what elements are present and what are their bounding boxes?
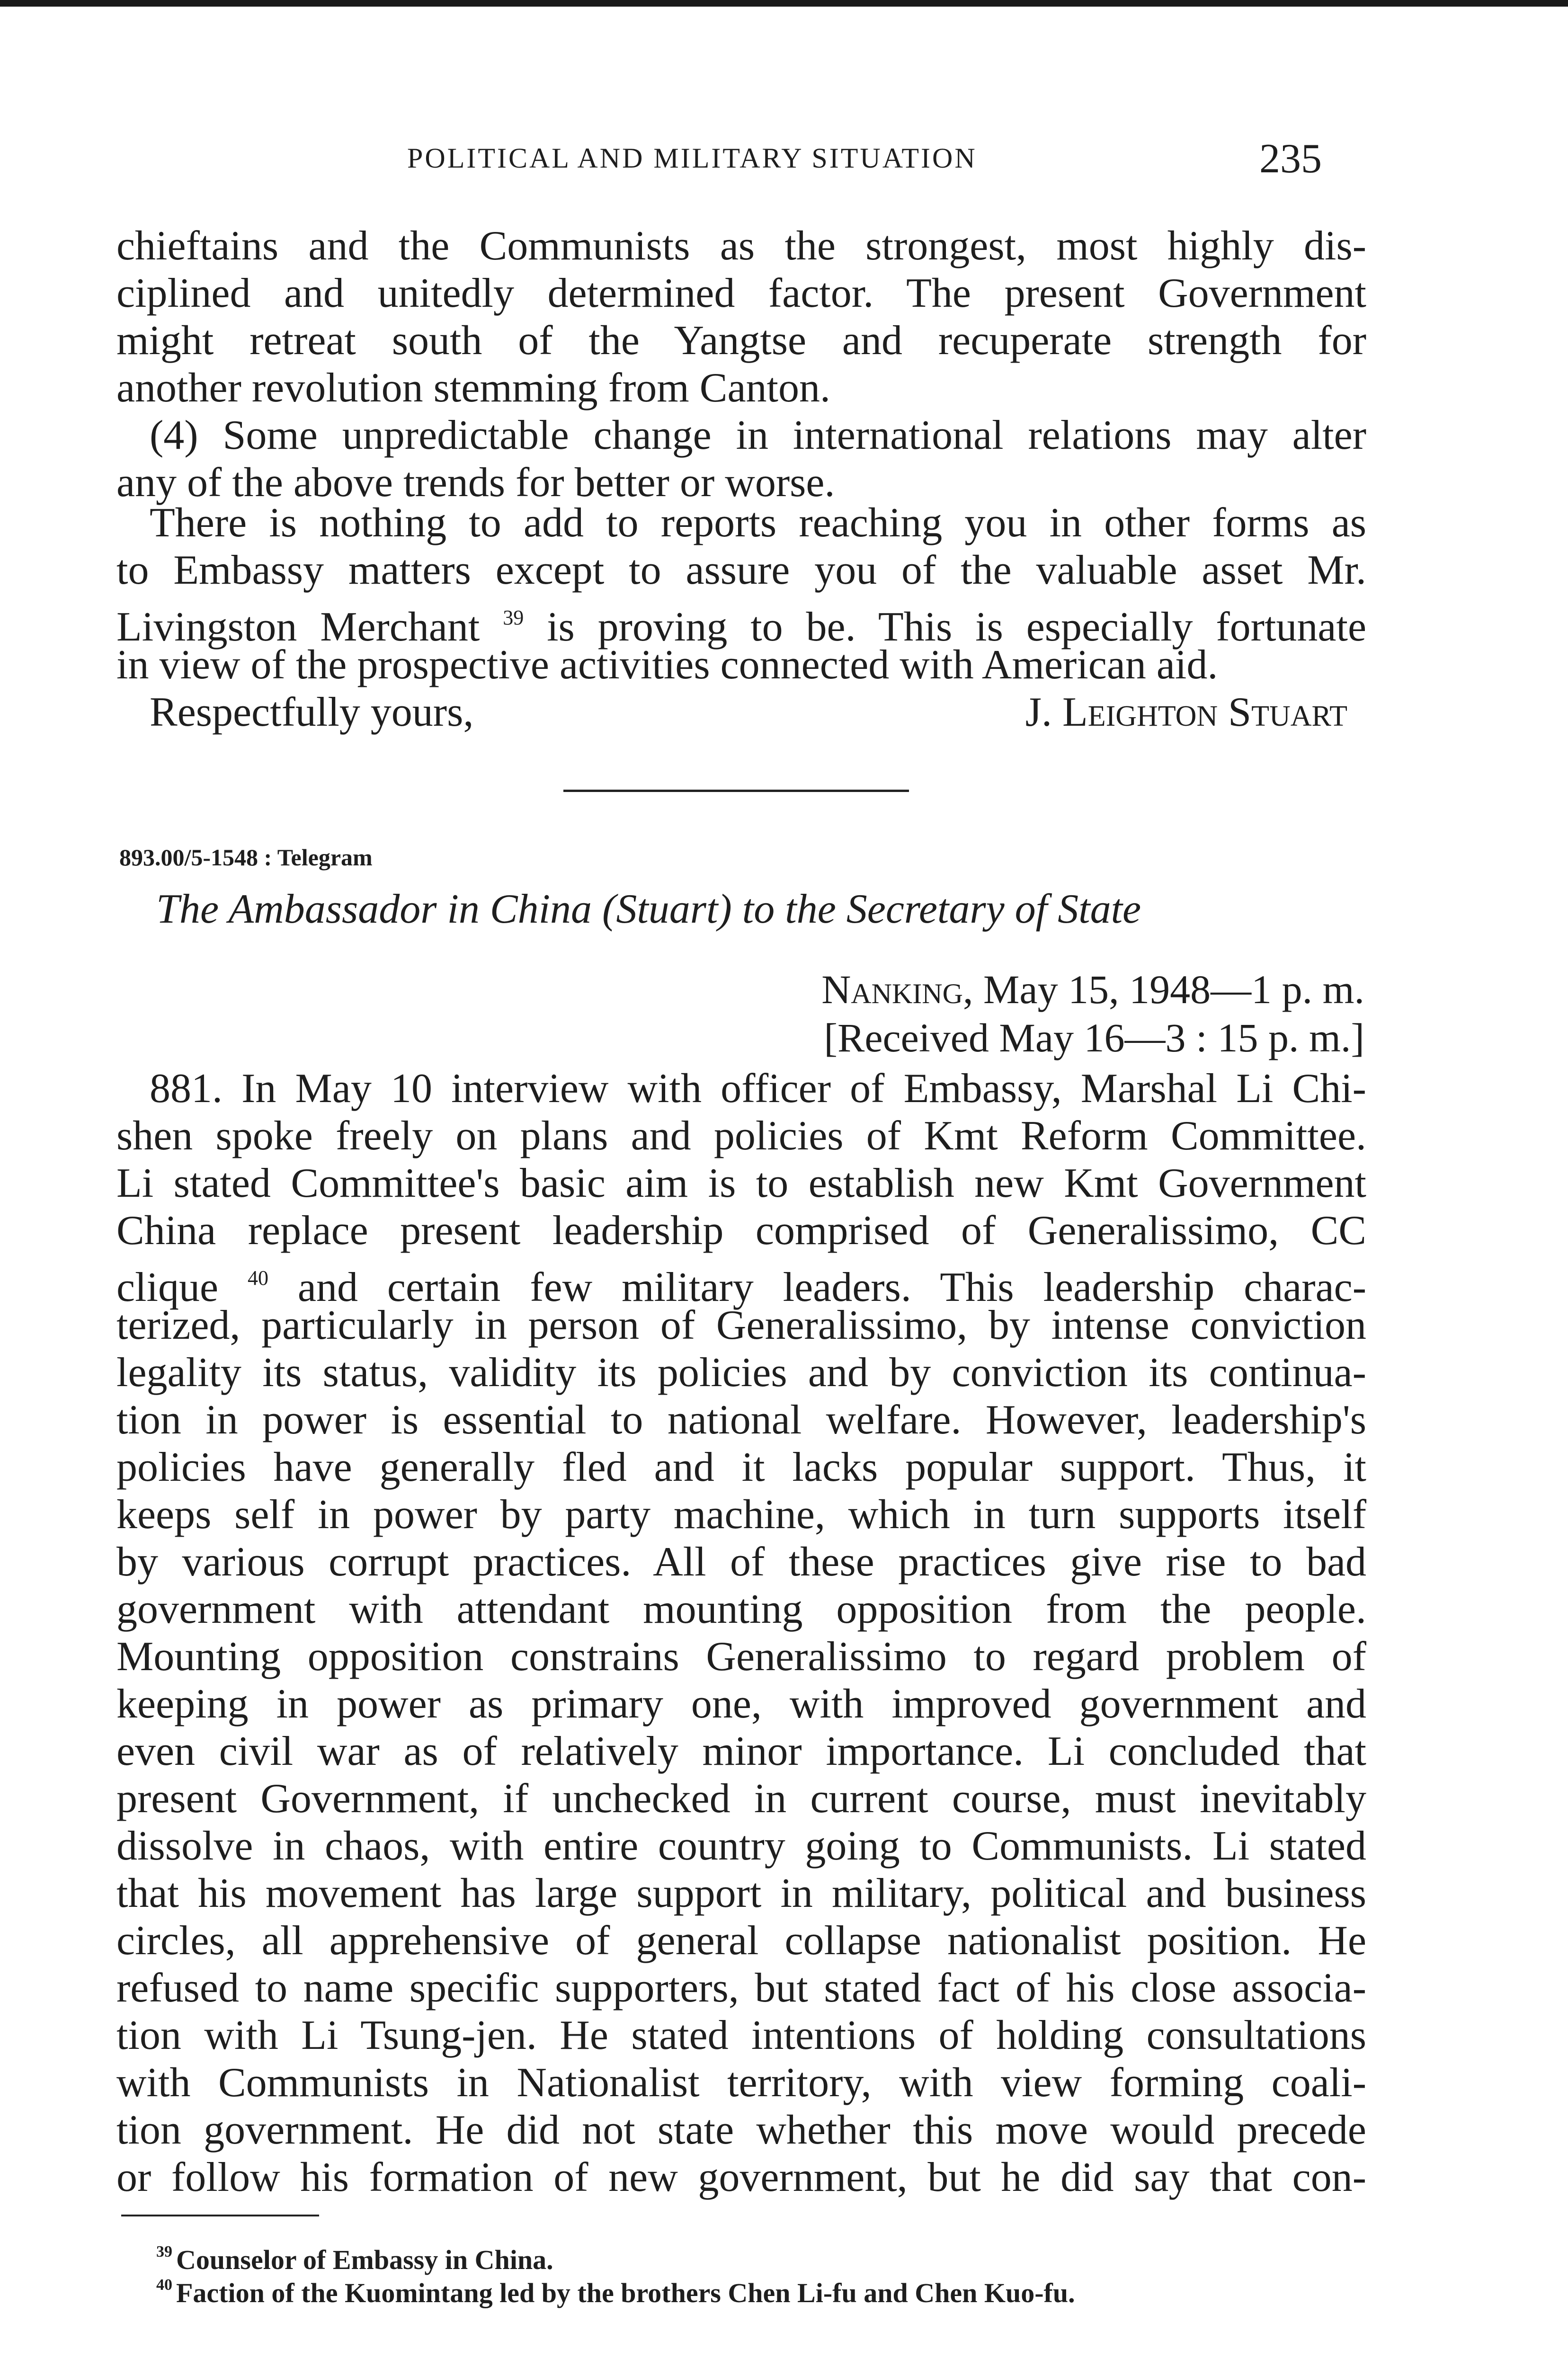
text-span: to Embassy matters except to assure you of the valuable asset Mr.: [116, 547, 1366, 593]
text-span: Livingston Merchant: [116, 604, 480, 650]
text-line: that his movement has large support in military, political and business: [116, 1870, 1366, 1916]
text-line: (4) Some unpredictable change in international relations may alter: [150, 412, 1366, 458]
file-reference: 893.00/5-1548 : Telegram: [119, 844, 373, 871]
text-line: in view of the prospective activities connected with American aid.: [116, 642, 1218, 688]
footnote-text: Counselor of Embassy in China.: [176, 2244, 553, 2275]
prior-letter-paragraph: [116, 222, 1366, 507]
text-line: even civil war as of relatively minor importance. Li concluded that: [116, 1728, 1366, 1774]
text-line: There is nothing to add to reports reaching you in other forms as: [150, 500, 1366, 546]
text-line: China replace present leadership comprised of Generalissimo, CC: [116, 1208, 1366, 1254]
text-line: shen spoke freely on plans and policies of Kmt Reform Committee.: [116, 1113, 1366, 1159]
text-line: circles, all apprehensive of general collapse nationalist position. He: [116, 1918, 1366, 1964]
text-line: any of the above trends for better or worse.: [116, 460, 835, 506]
footnote-39: [156, 2243, 553, 2276]
text-line: government with attendant mounting opposition from the people.: [116, 1586, 1366, 1632]
footnote-rule: [121, 2215, 319, 2216]
text-line: might retreat south of the Yangtse and recuperate strength for: [116, 318, 1366, 364]
text-line: [116, 594, 1366, 650]
text-line: Mounting opposition constrains Generalissimo to regard problem of: [116, 1634, 1366, 1680]
text-line: terized, particularly in person of Generalissimo, by intense conviction: [116, 1302, 1366, 1348]
text-line: tion in power is essential to national welfare. However, leadership's: [116, 1397, 1366, 1443]
closing: Respectfully yours,: [150, 689, 474, 735]
text-line: tion government. He did not state whether this move would precede: [116, 2107, 1366, 2153]
footnote-text: Faction of the Kuomintang led by the brothers Chen Li-fu and Chen Kuo-fu.: [176, 2278, 1075, 2308]
text-line: or follow his formation of new government, but he did say that con-: [116, 2154, 1366, 2200]
text-line: by various corrupt practices. All of these practices give rise to bad: [116, 1539, 1366, 1585]
text-line: keeping in power as primary one, with improved government and: [116, 1681, 1366, 1727]
section-divider: [563, 790, 909, 792]
text-span: and certain few military leaders. This leadership charac-: [268, 1264, 1367, 1310]
top-edge-rule: [0, 0, 1568, 7]
text-line: chieftains and the Communists as the strongest, most highly dis-: [116, 223, 1366, 269]
text-line: keeps self in power by party machine, which in turn supports itself: [116, 1492, 1366, 1538]
text-line: present Government, if unchecked in current course, must inevitably: [116, 1776, 1366, 1822]
text-line: ciplined and unitedly determined factor. The present Government: [116, 270, 1366, 316]
text-line: with Communists in Nationalist territory, with view forming coali-: [116, 2060, 1366, 2106]
text-line: tion with Li Tsung-jen. He stated intentions of holding consultations: [116, 2012, 1366, 2058]
text-span: clique: [116, 1264, 219, 1310]
running-header: POLITICAL AND MILITARY SITUATION: [407, 142, 977, 174]
text-line: [116, 1255, 1367, 1310]
dateline-received: [Received May 16—3 : 15 p. m.]: [824, 1015, 1364, 1060]
footnote-number: 40: [156, 2276, 172, 2294]
text-line: legality its status, validity its policies and by conviction its continua-: [116, 1350, 1366, 1396]
text-line: dissolve in chaos, with entire country going to Communists. Li stated: [116, 1823, 1366, 1869]
text-line: 881. In May 10 interview with officer of Embassy, Marshal Li Chi-: [150, 1066, 1366, 1112]
telegram-body: [116, 1065, 1366, 2201]
text-line: another revolution stemming from Canton.: [116, 365, 830, 411]
footnote-40: [156, 2276, 1075, 2309]
document-title: The Ambassador in China (Stuart) to the Secretary of State: [156, 886, 1141, 932]
text-line: policies have generally fled and it lacks popular support. Thus, it: [116, 1444, 1366, 1490]
text-span: is proving to be. This is especially fortunate: [524, 604, 1366, 650]
footnote-ref-39: 39: [503, 606, 524, 629]
page-number: 235: [1259, 136, 1322, 182]
footnote-ref-40: 40: [247, 1266, 268, 1290]
text-line: refused to name specific supporters, but stated fact of his close associa-: [116, 1965, 1366, 2011]
sent-date: , May 15, 1948—1 p. m.: [962, 967, 1364, 1012]
signature: J. Leighton Stuart: [1025, 689, 1347, 735]
footnote-number: 39: [156, 2243, 172, 2260]
prior-letter-closing-paragraph: [116, 499, 1366, 736]
text-line: [116, 547, 1366, 594]
signature-row: [116, 689, 1366, 736]
text-line: Li stated Committee's basic aim is to establish new Kmt Government: [116, 1160, 1366, 1206]
dateline-sent: [821, 966, 1364, 1013]
sent-place: Nanking: [821, 967, 963, 1012]
